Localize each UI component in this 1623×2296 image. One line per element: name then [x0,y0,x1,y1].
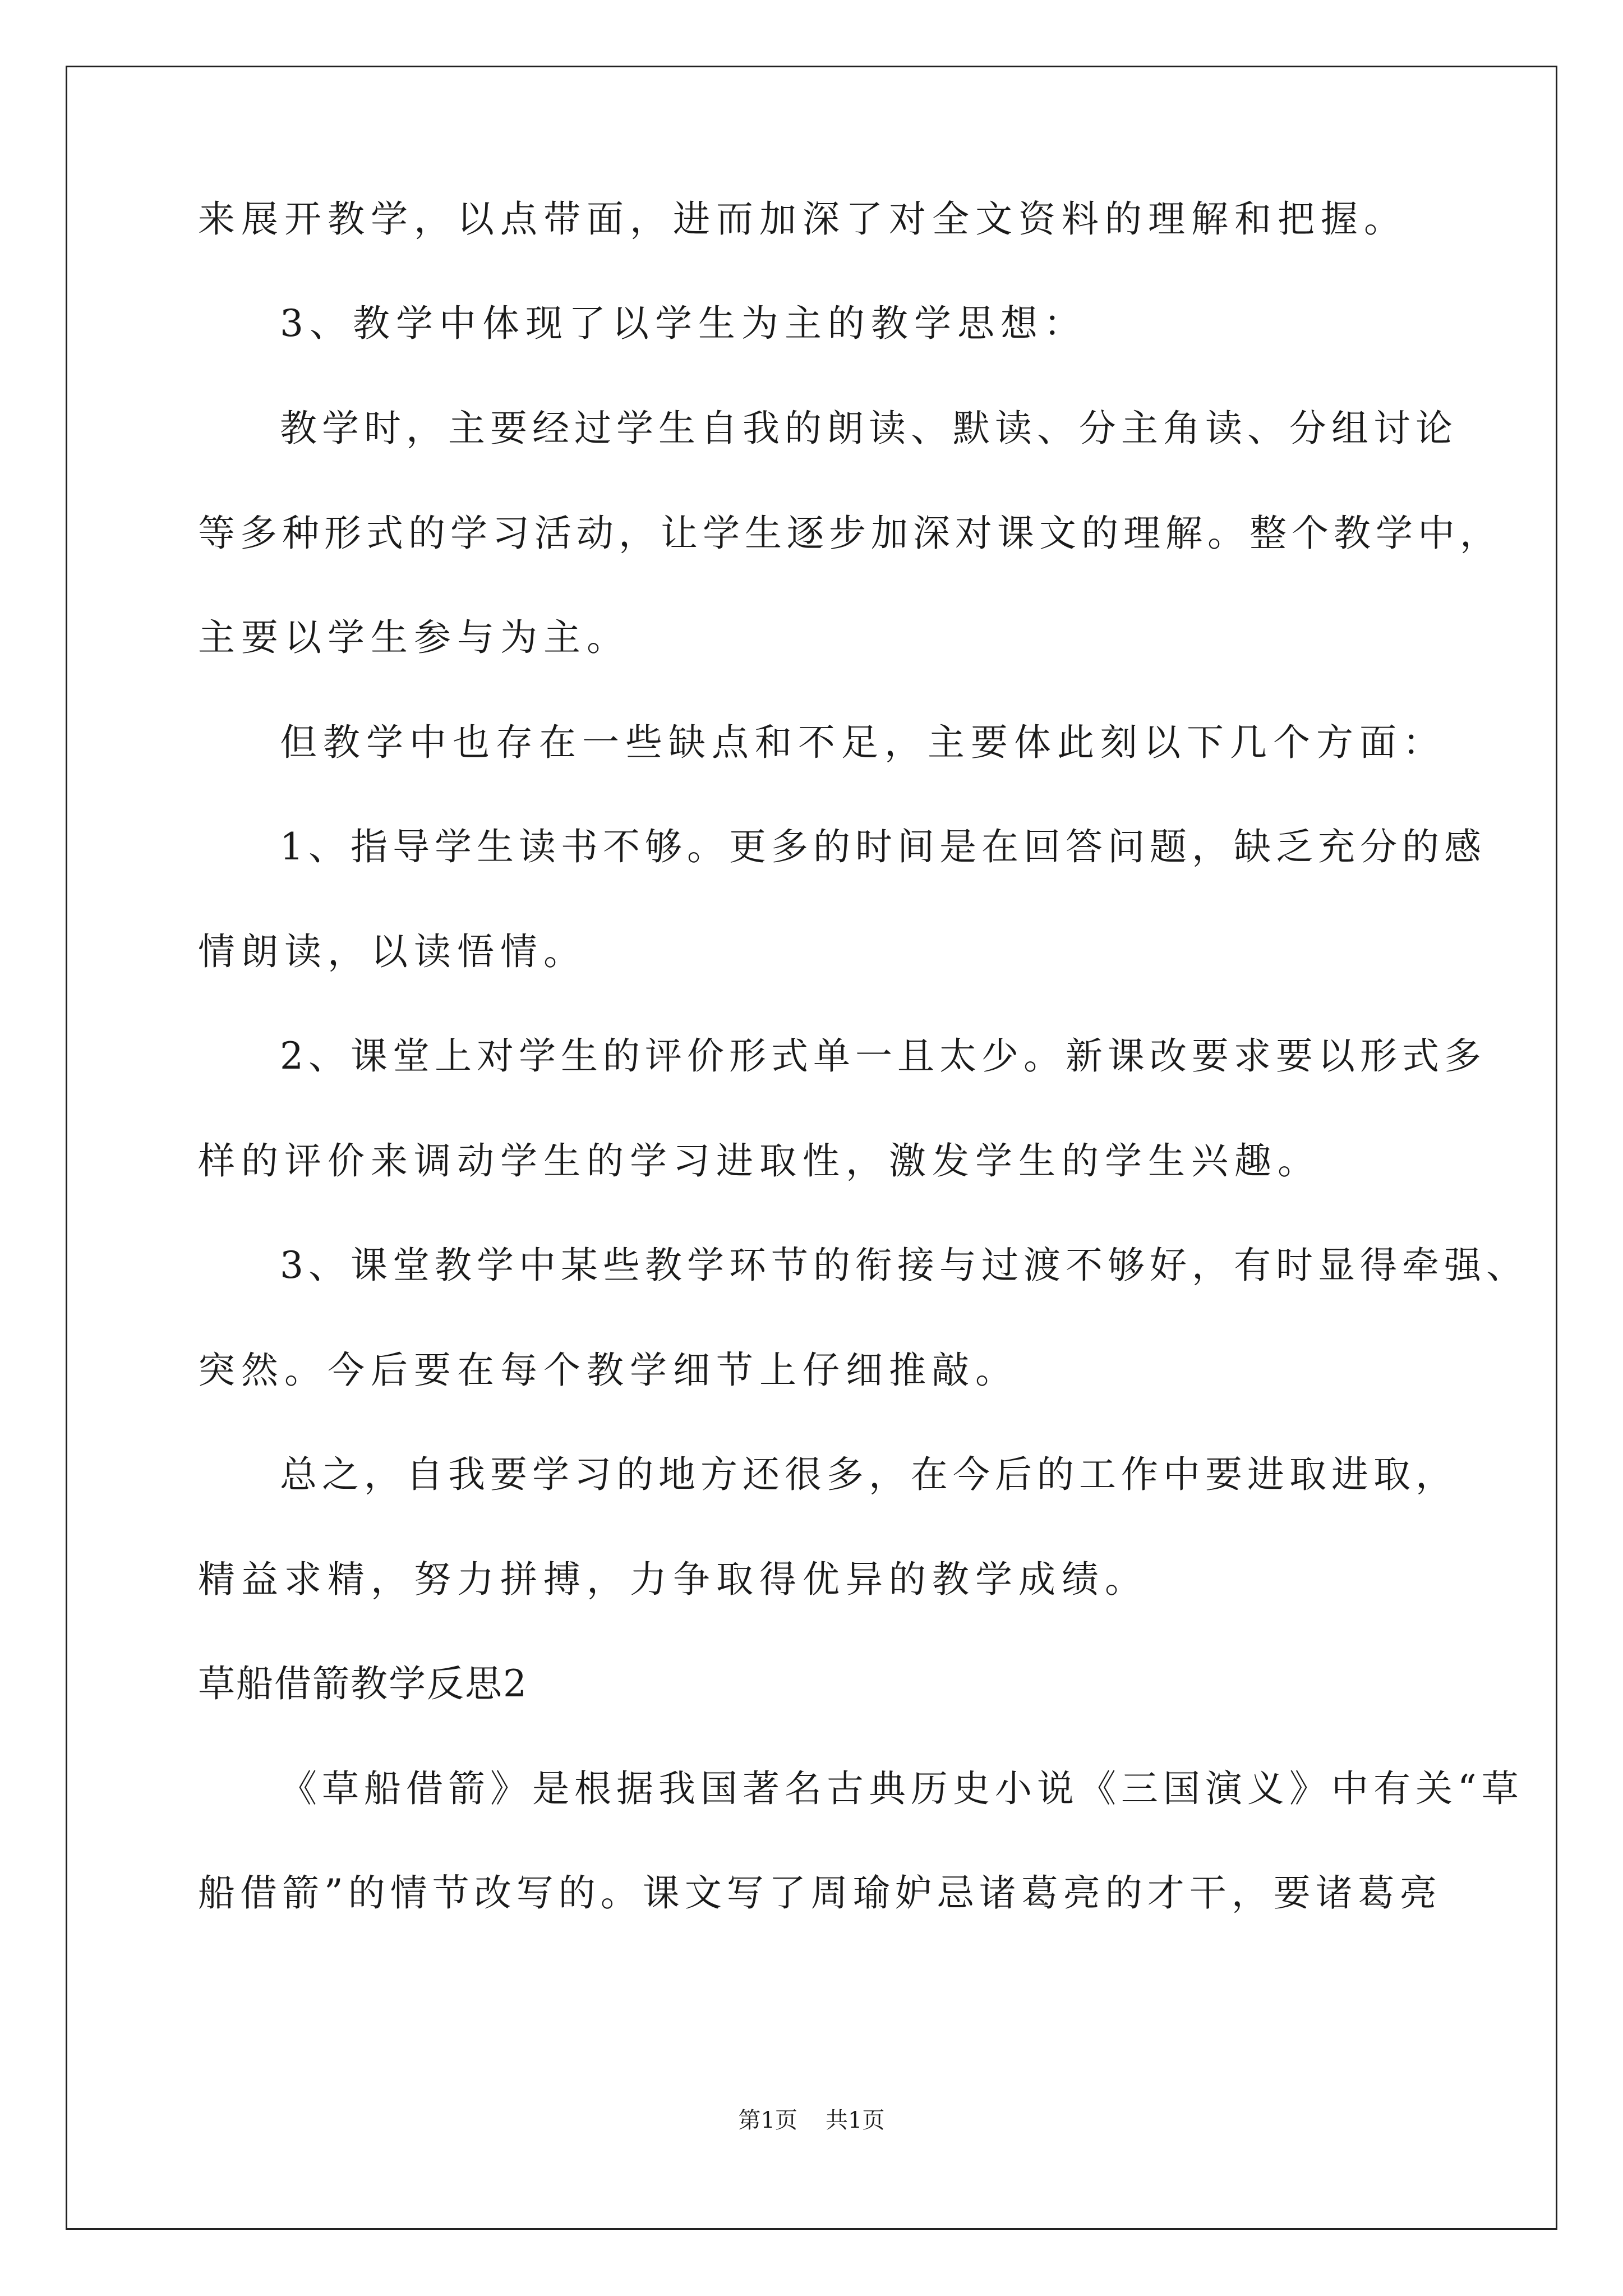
section-heading: 3、教学中体现了以学生为主的教学思想： [280,302,1087,345]
list-item-line: 1、指导学生读书不够。更多的时间是在回答问题，缺乏充分的感 [280,825,1486,868]
paragraph-line: 船借箭”的情节改写的。课文写了周瑜妒忌诸葛亮的才干，要诸葛亮 [198,1871,1442,1915]
paragraph-line: 教学时，主要经过学生自我的朗读、默读、分主角读、分组讨论 [280,407,1458,450]
page-total: 共1页 [826,2108,885,2133]
paragraph-line: 《草船借箭》是根据我国著名古典历史小说《三国演义》中有关“草 [280,1767,1524,1810]
section-title: 草船借箭教学反思2 [198,1662,528,1705]
page-number: 第1页 [738,2108,797,2133]
paragraph-line: 但教学中也存在一些缺点和不足，主要体此刻以下几个方面： [280,721,1446,764]
list-item-line: 突然。今后要在每个教学细节上仔细推敲。 [198,1349,1018,1392]
list-item-line: 情朗读，以读悟情。 [198,930,587,973]
paragraph-line: 来展开教学，以点带面，进而加深了对全文资料的理解和把握。 [198,197,1407,241]
paragraph-line: 精益求精，努力拼搏，力争取得优异的教学成绩。 [198,1558,1148,1601]
paragraph-line: 总之，自我要学习的地方还很多，在今后的工作中要进取进取， [280,1453,1458,1496]
list-item-line: 2、课堂上对学生的评价形式单一且太少。新课改要求要以形式多 [280,1034,1486,1078]
paragraph-line: 等多种形式的学习活动，让学生逐步加深对课文的理解。整个教学中， [198,512,1502,555]
list-item-line: 3、课堂教学中某些教学环节的衔接与过渡不够好，有时显得牵强、 [280,1244,1528,1287]
list-item-line: 样的评价来调动学生的学习进取性，激发学生的学生兴趣。 [198,1139,1321,1182]
page-footer [0,2109,1623,2132]
paragraph-line: 主要以学生参与为主。 [198,616,630,659]
